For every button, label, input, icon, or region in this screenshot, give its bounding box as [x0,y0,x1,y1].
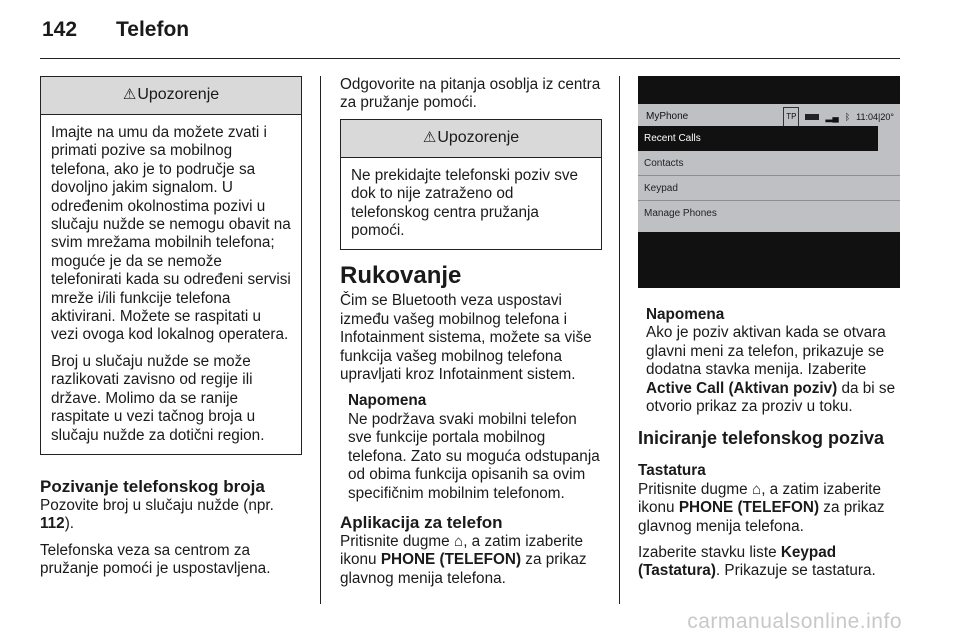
signal-icon: ▂▄ [825,112,839,122]
connection-paragraph: Telefonska veza sa centrom za pružanje pomoći je uspostavljena. [40,541,271,578]
menu-item-manage-phones[interactable]: Manage Phones [644,208,717,219]
warning-triangle-icon: ⚠ [122,86,137,104]
heading-operation: Rukovanje [340,262,462,290]
status-bar [783,107,894,127]
note-block [340,392,602,502]
column-3 [638,76,902,581]
phone-screen [638,104,900,232]
note-title: Napomena [348,392,427,410]
section-title-initiate-call: Iniciranje telefonskog poziva [638,428,885,449]
menu-item-recent-calls[interactable]: Recent Calls [638,126,878,151]
intro-paragraph: Odgovorite na pitanja osoblja iz centra za pružanje pomoći. [340,76,601,112]
warning-paragraph: Ne prekidajte telefonski poziv sve dok to nije zatraženo od telefonskog centra pružanja pomoći. [351,166,579,240]
warning-paragraph: Imajte na umu da možete zvati i primati pozive sa mobilnog telefona, ako je to područje sa dovoljno jakim signalom. U određenim okolnostima pozivi u slučaju nužde se nemogu obavit na svim mrežama mobilnih telefona; moguće je da se nemože telefonirati kada su određeni servisi mreže i/ili funkcije telefona aktivirani. Možete se raspitati u vezi ovoga kod lokalnog operatera. [51,124,291,344]
warning-triangle-icon: ⚠ [422,129,437,147]
warning-body [341,158,601,250]
keypad-paragraph-1: Pritisnite dugme ⌂, a zatim izaberite ikonu PHONE (TELEFON) za prikaz glavnog menija telefona. [638,480,885,535]
section-title-phone-app: Aplikacija za telefon [340,512,503,532]
clock: 11:04|20° [856,112,894,122]
emergency-paragraph: Pozovite broj u slučaju nužde (npr. 112). [40,496,274,533]
page-number: 142 [42,18,78,41]
warning-box-1 [40,76,302,455]
infotainment-screenshot [638,76,900,288]
subheading-keypad: Tastatura [638,462,706,480]
warning-paragraph: Broj u slučaju nužde se može razlikovati zavisno od regije ili države. Molimo da se ranije raspitate u vezi tačnog broja u slučaju nužde za dotični region. [51,352,265,444]
section-title-emergency-call: Pozivanje telefonskog broja [40,476,265,496]
warning-header [341,120,601,158]
warning-body [41,115,301,454]
bluetooth-icon: ᛒ [844,112,851,122]
battery-icon [805,114,819,120]
page-title: Telefon [116,18,190,41]
watermark: carmanualsonline.info [687,610,902,633]
screen-title: MyPhone [646,111,689,122]
tp-indicator: TP [783,107,799,127]
warning-header [41,77,301,115]
phone-app-paragraph: Pritisnite dugme ⌂, a zatim izaberite ikonu PHONE (TELEFON) za prikaz glavnog menija telefona. [340,532,587,587]
note-block [638,306,902,416]
home-button-icon: ⌂ [751,480,762,498]
column-divider-1 [320,76,321,604]
header-rule [40,58,900,59]
note-title: Napomena [646,306,725,323]
menu-item-contacts[interactable]: Contacts [638,151,900,176]
note-text: Ne podržava svaki mobilni telefon sve funkcije portala mobilnog telefona. Zato su moguća odstupanja od obima funkcija opisanih sa ovim specifičnim mobilnim telefonom. [348,410,600,502]
keypad-paragraph-2: Izaberite stavku liste Keypad (Tastatura). Prikazuje se tastatura. [638,544,876,580]
operation-paragraph: Čim se Bluetooth veza uspostavi između vašeg mobilnog telefona i Infotainment sistema, možete sa više funkcija vašeg mobilnog telefona upravljati kroz Infotainment sistem. [340,292,592,384]
menu-item-keypad[interactable]: Keypad [638,176,900,201]
warning-title: Upozorenje [437,129,520,147]
home-button-icon: ⌂ [453,532,464,550]
warning-title: Upozorenje [137,86,220,104]
warning-box-2 [340,119,602,251]
note-text: Ako je poziv aktivan kada se otvara glavni meni za telefon, prikazuje se dodatna stavka menija. Izaberite Active Call (Aktivan poziv) da bi se otvorio prikaz za proziv u toku. [646,324,896,416]
column-1 [40,76,302,579]
phone-menu [638,126,900,226]
column-2 [340,76,602,588]
column-divider-2 [619,76,620,604]
